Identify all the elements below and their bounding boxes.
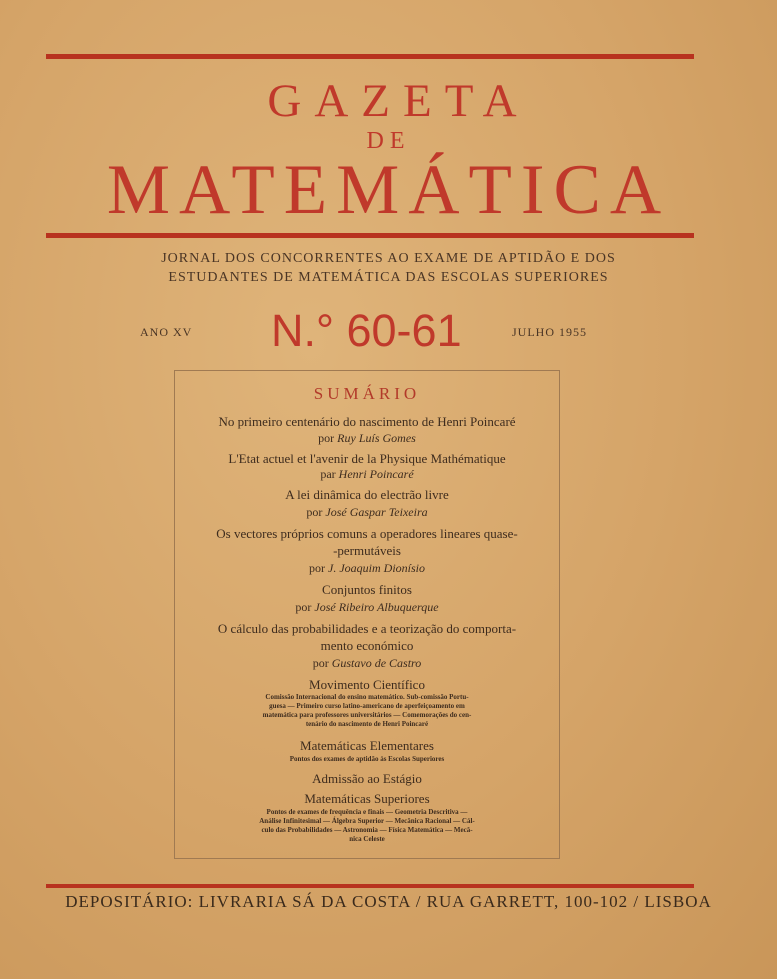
footer-rule [46,884,694,888]
article-author: Henri Poincaré [338,467,414,481]
section-detail: tenário do nascimento de Henri Poincaré [305,720,429,728]
issue-date: JULHO 1955 [512,325,587,339]
article-title: A lei dinâmica do electrão livre [285,487,449,502]
article-author-line [174,467,560,482]
subtitle-line-2: ESTUDANTES DE MATEMÁTICA DAS ESCOLAS SUPERIORES [168,270,609,285]
section-detail: culo das Probabilidades — Astronomia — Física Matemática — Mecâ- [261,826,473,834]
article-author-line [174,600,560,615]
article-title: O cálculo das probabilidades e a teorização do comporta- [217,621,517,636]
masthead-de: DE [366,128,411,154]
article-author: J. Joaquim Dionísio [328,561,425,575]
depositary-footer: DEPOSITÁRIO: LIVRARIA SÁ DA COSTA / RUA GARRETT, 100-102 / LISBOA [65,892,712,911]
section-detail: Análise Infinitesimal — Álgebra Superior — Mecânica Racional — Cál- [259,817,475,825]
section-detail: guesa — Primeiro curso latino-americano de aperfeiçoamento em [269,702,465,710]
issue-year: ANO XV [140,325,193,339]
by-label: por [295,600,312,614]
article-author: José Gaspar Teixeira [325,505,428,519]
article-title-continued: mento económico [320,638,414,653]
section-detail: Pontos de exames de frequência e finais — Geometria Descritiva — [266,808,468,816]
section-heading: Matemáticas Superiores [304,791,430,806]
article-author: Gustavo de Castro [331,656,422,670]
article-author: José Ribeiro Albuquerque [314,600,439,614]
by-label: por [312,656,329,670]
by-label: par [320,467,336,481]
article-title: Conjuntos finitos [322,582,412,597]
section-heading: Movimento Científico [309,677,425,692]
masthead-gazeta: GAZETA [267,75,530,127]
article-title: Os vectores próprios comuns a operadores lineares quase- [216,526,518,541]
masthead-matematica: MATEMÁTICA [106,151,671,229]
section-detail: Comissão Internacional do ensino matemático. Sub-comissão Portu- [265,693,469,701]
by-label: por [318,431,335,445]
section-detail: Pontos dos exames de aptidão às Escolas Superiores [289,755,445,763]
section-detail: matemática para professores universitários — Comemorações do cen- [262,711,472,719]
by-label: por [306,505,323,519]
masthead-bottom-rule [46,233,694,238]
section-heading: Admissão ao Estágio [312,771,422,786]
article-author-line [174,561,560,576]
article-author-line [174,431,560,446]
article-author-line [174,656,560,671]
article-title: L'Etat actuel et l'avenir de la Physique Mathématique [228,451,506,466]
section-detail: nica Celeste [349,835,385,843]
article-author: Ruy Luís Gomes [337,431,416,445]
article-title: No primeiro centenário do nascimento de Henri Poincaré [218,414,516,429]
article-author-line [174,505,560,520]
section-heading: Matemáticas Elementares [300,738,434,753]
summary-heading: SUMÁRIO [313,384,421,403]
article-title-continued: -permutáveis [333,543,401,558]
top-rule [46,54,694,59]
subtitle-line-1: JORNAL DOS CONCORRENTES AO EXAME DE APTIDÃO E DOS [161,251,616,266]
by-label: por [309,561,325,575]
issue-number: N.° 60-61 [271,305,462,356]
